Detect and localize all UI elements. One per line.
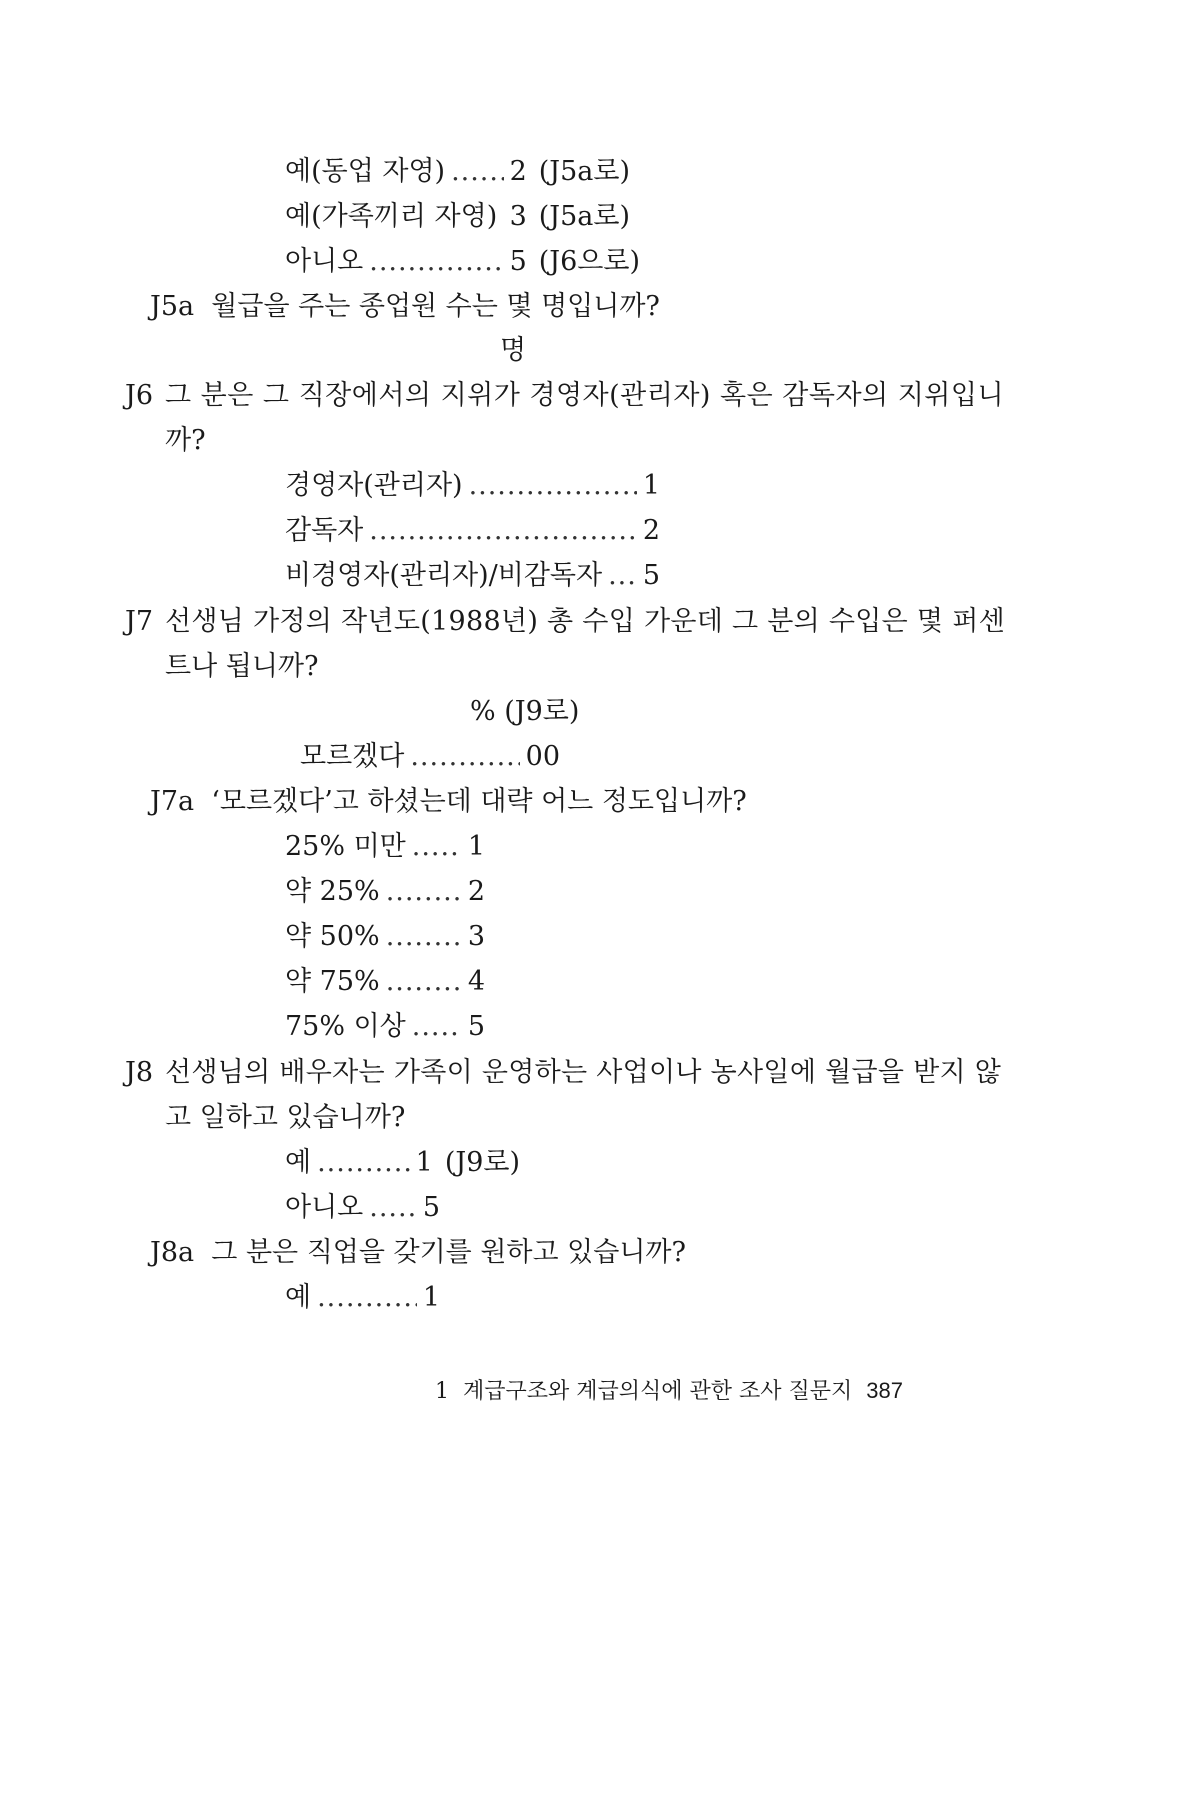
option-route: (J5a로)	[538, 156, 630, 187]
footer-title: 계급구조와 계급의식에 관한 조사 질문지	[463, 1379, 853, 1404]
option-row	[285, 872, 485, 912]
option-row	[285, 466, 660, 506]
option-label: 비경영자(관리자)/비감독자	[285, 560, 603, 591]
footer-section-no: 1	[435, 1379, 449, 1404]
option-label: 예(가족끼리 자영)	[285, 201, 498, 232]
option-label: 25% 미만	[285, 831, 406, 862]
option-route: (J6으로)	[538, 246, 640, 277]
option-label: 아니오	[285, 1192, 364, 1223]
answer-unit: 명	[500, 335, 527, 366]
leader-dots	[412, 1007, 462, 1047]
option-label: 감독자	[285, 515, 364, 546]
question-id: J5a	[150, 291, 195, 322]
leader-dots	[386, 962, 462, 1002]
option-label: 약 75%	[285, 966, 380, 997]
question-text-line1: 그 분은 그 직장에서의 지위가 경영자(관리자) 혹은 감독자의 지위입니	[165, 380, 1005, 411]
option-row	[285, 242, 640, 282]
option-route: (J5a로)	[538, 201, 630, 232]
option-code: 3	[467, 921, 485, 952]
leader-dots	[451, 152, 504, 192]
question-j7a	[150, 782, 747, 822]
option-row	[285, 1278, 440, 1318]
leader-dots	[369, 242, 503, 282]
option-row	[285, 556, 660, 596]
leader-dots	[469, 466, 637, 506]
option-label: 약 50%	[285, 921, 380, 952]
option-route: (J9로)	[444, 1147, 520, 1178]
option-label: 경영자(관리자)	[285, 470, 463, 501]
option-label: 예(동업 자영)	[285, 156, 446, 187]
leader-dots	[317, 1143, 410, 1183]
option-code: 1	[422, 1282, 440, 1313]
option-row	[285, 1007, 485, 1047]
option-label: 아니오	[285, 246, 364, 277]
option-code: 5	[467, 1011, 485, 1042]
option-row	[285, 1188, 440, 1228]
option-code: 2	[509, 156, 527, 187]
option-code: 5	[642, 560, 660, 591]
page-number: 387	[866, 1378, 903, 1403]
leader-dots	[386, 872, 462, 912]
question-text-line2: 까?	[165, 425, 206, 456]
option-code: 3	[509, 201, 527, 232]
leader-dots	[386, 917, 462, 957]
question-text: 그 분은 직업을 갖기를 원하고 있습니까?	[211, 1237, 686, 1268]
option-row	[285, 197, 630, 237]
option-row	[285, 511, 660, 551]
question-id: J8	[125, 1057, 154, 1088]
option-label: 예	[285, 1147, 312, 1178]
question-j5a	[150, 287, 660, 327]
option-code: 5	[422, 1192, 440, 1223]
question-id: J8a	[150, 1237, 195, 1268]
option-code: 1	[467, 831, 485, 862]
option-code: 1	[642, 470, 660, 501]
option-code: 5	[509, 246, 527, 277]
option-code: 2	[642, 515, 660, 546]
option-row	[285, 962, 485, 1002]
leader-dots	[369, 1188, 417, 1228]
question-text: ‘모르겠다’고 하셨는데 대략 어느 정도입니까?	[211, 786, 747, 817]
question-id: J7	[125, 606, 154, 637]
question-text: 월급을 주는 종업원 수는 몇 명입니까?	[211, 291, 660, 322]
option-row	[285, 1143, 520, 1183]
option-label: 모르겠다	[300, 741, 405, 772]
option-label: 예	[285, 1282, 312, 1313]
question-text-line2: 트나 됩니까?	[165, 651, 319, 682]
option-code: 2	[467, 876, 485, 907]
question-text-line1: 선생님 가정의 작년도(1988년) 총 수입 가운데 그 분의 수입은 몇 퍼센	[165, 606, 1005, 637]
question-id: J7a	[150, 786, 195, 817]
leader-dots	[412, 827, 462, 867]
question-id: J6	[125, 380, 154, 411]
leader-dots	[369, 511, 637, 551]
leader-dots	[410, 737, 519, 777]
option-row	[285, 827, 485, 867]
option-code: 1	[415, 1147, 433, 1178]
option-label: 75% 이상	[285, 1011, 406, 1042]
leader-dots	[608, 556, 637, 596]
leader-dots	[317, 1278, 417, 1318]
question-j8a	[150, 1233, 686, 1273]
answer-unit: % (J9로)	[470, 696, 580, 727]
option-row	[285, 152, 630, 192]
option-code: 00	[525, 741, 560, 772]
page-footer	[435, 1376, 903, 1407]
option-row	[300, 737, 560, 777]
option-code: 4	[467, 966, 485, 997]
option-row	[285, 917, 485, 957]
question-text-line2: 고 일하고 있습니까?	[165, 1102, 406, 1133]
question-text-line1: 선생님의 배우자는 가족이 운영하는 사업이나 농사일에 월급을 받지 않	[165, 1057, 1002, 1088]
option-label: 약 25%	[285, 876, 380, 907]
